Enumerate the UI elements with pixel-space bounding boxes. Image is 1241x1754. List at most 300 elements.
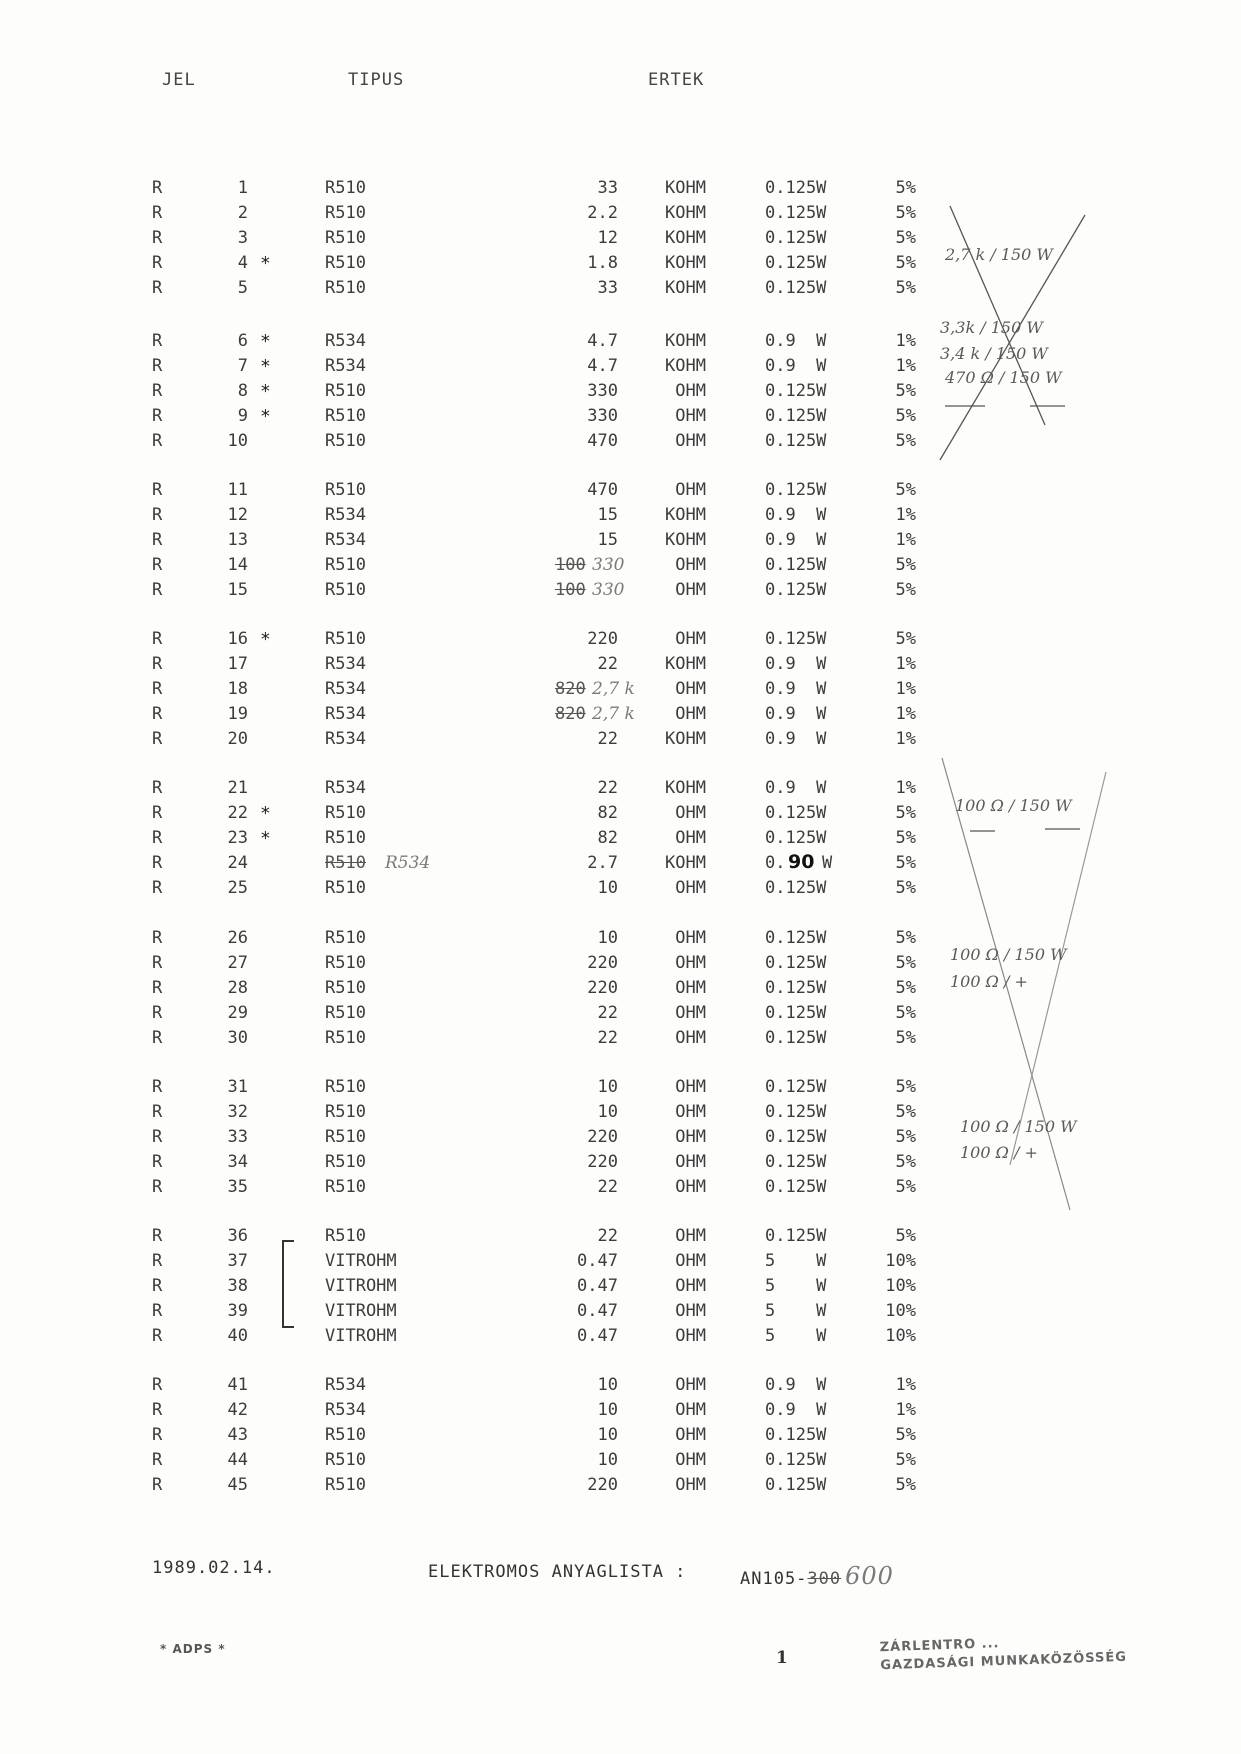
type: R510 (325, 1003, 366, 1023)
unit: OHM (675, 1127, 706, 1147)
type: R510 (325, 1102, 366, 1122)
ref-number: 30 (227, 1028, 248, 1048)
ref-number: 10 (227, 431, 248, 451)
ref-prefix: R (152, 1326, 163, 1346)
wattage: 0.125W (765, 555, 827, 575)
wattage-suffix: W (822, 853, 833, 873)
unit: OHM (675, 1177, 706, 1197)
unit: KOHM (665, 203, 706, 223)
unit: OHM (675, 803, 706, 823)
ref-number: 20 (227, 729, 248, 749)
tolerance: 1% (895, 505, 916, 525)
ref-number: 22 (227, 803, 248, 823)
value: 2.2 (587, 203, 618, 223)
margin-note: 2,7 k / 150 W (945, 245, 1053, 264)
wattage: 0.125W (765, 480, 827, 500)
unit: OHM (675, 704, 706, 724)
column-header-tipus: TIPUS (348, 70, 405, 90)
unit: OHM (675, 679, 706, 699)
ref-prefix: R (152, 1102, 163, 1122)
type: R534 (325, 331, 366, 351)
adps-label: * ADPS * (160, 1642, 226, 1656)
type: R510 (325, 555, 366, 575)
tolerance: 5% (895, 178, 916, 198)
ref-number: 4 (237, 253, 248, 273)
unit: OHM (675, 1226, 706, 1246)
wattage: 0.125W (765, 978, 827, 998)
wattage-handwritten: 90 (788, 851, 815, 873)
wattage: 5 W (765, 1326, 827, 1346)
ref-prefix: R (152, 480, 163, 500)
ref-number: 21 (227, 778, 248, 798)
unit: OHM (675, 1276, 706, 1296)
tolerance: 5% (895, 1028, 916, 1048)
margin-note: 100 Ω / 150 W (960, 1117, 1077, 1136)
wattage: 0.9 W (765, 1375, 827, 1395)
value: 0.47 (577, 1276, 618, 1296)
wattage: 5 W (765, 1251, 827, 1271)
unit: KOHM (665, 331, 706, 351)
ref-number: 40 (227, 1326, 248, 1346)
wattage: 0.125W (765, 1152, 827, 1172)
value: 10 (597, 1077, 618, 1097)
value: 15 (597, 530, 618, 550)
value-handwritten: 330 (592, 580, 625, 600)
unit: OHM (675, 1400, 706, 1420)
ref-number: 42 (227, 1400, 248, 1420)
ref-prefix: R (152, 356, 163, 376)
asterisk-mark: * (260, 253, 271, 274)
ref-prefix: R (152, 203, 163, 223)
wattage: 0.9 W (765, 1400, 827, 1420)
tolerance: 5% (895, 203, 916, 223)
asterisk-mark: * (260, 406, 271, 427)
wattage: 0.9 W (765, 505, 827, 525)
wattage: 0.9 W (765, 530, 827, 550)
ref-prefix: R (152, 406, 163, 426)
unit: OHM (675, 580, 706, 600)
value: 10 (597, 928, 618, 948)
ref-prefix: R (152, 530, 163, 550)
ref-prefix: R (152, 853, 163, 873)
ref-prefix: R (152, 178, 163, 198)
tolerance: 10% (885, 1301, 916, 1321)
document-date: 1989.02.14. (152, 1558, 276, 1578)
value: 2.7 (587, 853, 618, 873)
value-struck: 100 (555, 580, 586, 600)
ref-number: 38 (227, 1276, 248, 1296)
ref-number: 43 (227, 1425, 248, 1445)
type: R510 (325, 381, 366, 401)
value: 220 (587, 629, 618, 649)
type: R510 (325, 1028, 366, 1048)
type: R510 (325, 203, 366, 223)
value-handwritten: 330 (592, 555, 625, 575)
unit: OHM (675, 1102, 706, 1122)
value: 0.47 (577, 1251, 618, 1271)
ref-prefix: R (152, 278, 163, 298)
ref-prefix: R (152, 953, 163, 973)
ref-prefix: R (152, 654, 163, 674)
value: 10 (597, 1400, 618, 1420)
wattage-prefix: 0. (765, 853, 786, 873)
ref-prefix: R (152, 331, 163, 351)
ref-number: 18 (227, 679, 248, 699)
wattage: 0.9 W (765, 356, 827, 376)
ref-number: 2 (237, 203, 248, 223)
ref-number: 33 (227, 1127, 248, 1147)
ref-number: 28 (227, 978, 248, 998)
wattage: 0.9 W (765, 679, 827, 699)
document-title: ELEKTROMOS ANYAGLISTA : (428, 1562, 687, 1582)
ref-prefix: R (152, 555, 163, 575)
margin-note: 100 Ω / + (960, 1143, 1038, 1162)
tolerance: 10% (885, 1251, 916, 1271)
tolerance: 5% (895, 978, 916, 998)
page-number: 1 (776, 1648, 789, 1668)
ref-number: 13 (227, 530, 248, 550)
ref-prefix: R (152, 1003, 163, 1023)
value: 10 (597, 1450, 618, 1470)
tolerance: 5% (895, 253, 916, 273)
tolerance: 1% (895, 1375, 916, 1395)
unit: KOHM (665, 178, 706, 198)
tolerance: 5% (895, 580, 916, 600)
wattage: 0.9 W (765, 654, 827, 674)
type: R510 (325, 1127, 366, 1147)
unit: OHM (675, 878, 706, 898)
ref-number: 3 (237, 228, 248, 248)
margin-note: 100 Ω / 150 W (955, 796, 1072, 815)
ref-prefix: R (152, 1028, 163, 1048)
unit: KOHM (665, 530, 706, 550)
ref-prefix: R (152, 1226, 163, 1246)
ref-number: 16 (227, 629, 248, 649)
wattage: 0.125W (765, 629, 827, 649)
ref-prefix: R (152, 1077, 163, 1097)
ref-number: 37 (227, 1251, 248, 1271)
type: R510 (325, 228, 366, 248)
tolerance: 5% (895, 803, 916, 823)
value: 22 (597, 778, 618, 798)
ref-number: 35 (227, 1177, 248, 1197)
unit: OHM (675, 406, 706, 426)
ref-number: 45 (227, 1475, 248, 1495)
value: 82 (597, 803, 618, 823)
unit: OHM (675, 928, 706, 948)
tolerance: 5% (895, 381, 916, 401)
ref-number: 26 (227, 928, 248, 948)
type: R534 (325, 505, 366, 525)
wattage: 0.125W (765, 1127, 827, 1147)
ref-number: 14 (227, 555, 248, 575)
type: VITROHM (325, 1326, 397, 1346)
column-header-jel: JEL (162, 70, 196, 90)
ref-number: 44 (227, 1450, 248, 1470)
type: R510 (325, 580, 366, 600)
wattage: 0.125W (765, 1450, 827, 1470)
unit: OHM (675, 629, 706, 649)
wattage: 0.125W (765, 1102, 827, 1122)
value: 22 (597, 1003, 618, 1023)
value: 22 (597, 1028, 618, 1048)
tolerance: 5% (895, 1177, 916, 1197)
value: 220 (587, 953, 618, 973)
ref-number: 12 (227, 505, 248, 525)
type: R510 (325, 1226, 366, 1246)
wattage: 0.125W (765, 1425, 827, 1445)
ref-prefix: R (152, 878, 163, 898)
value-struck: 820 (555, 679, 586, 699)
ref-number: 34 (227, 1152, 248, 1172)
margin-note: 470 Ω / 150 W (945, 368, 1062, 387)
wattage: 0.125W (765, 803, 827, 823)
unit: KOHM (665, 729, 706, 749)
value: 4.7 (587, 331, 618, 351)
value: 1.8 (587, 253, 618, 273)
tolerance: 5% (895, 1127, 916, 1147)
wattage: 0.125W (765, 1077, 827, 1097)
type: R510 (325, 406, 366, 426)
ref-prefix: R (152, 1276, 163, 1296)
tolerance: 1% (895, 530, 916, 550)
tolerance: 1% (895, 729, 916, 749)
unit: OHM (675, 978, 706, 998)
value: 22 (597, 729, 618, 749)
value: 220 (587, 1127, 618, 1147)
value: 10 (597, 1102, 618, 1122)
asterisk-mark: * (260, 629, 271, 650)
unit: KOHM (665, 278, 706, 298)
type: R510 (325, 928, 366, 948)
value: 22 (597, 654, 618, 674)
wattage: 0.125W (765, 1475, 827, 1495)
ref-number: 9 (237, 406, 248, 426)
stamp-line-2: GAZDASÁGI MUNKAKÖZÖSSÉG (880, 1649, 1128, 1674)
margin-note: 3,4 k / 150 W (940, 344, 1048, 363)
type: VITROHM (325, 1276, 397, 1296)
ref-prefix: R (152, 978, 163, 998)
tolerance: 5% (895, 629, 916, 649)
value-handwritten: 2,7 k (592, 704, 635, 724)
wattage: 0.125W (765, 928, 827, 948)
wattage: 0.125W (765, 1177, 827, 1197)
tolerance: 5% (895, 878, 916, 898)
ref-prefix: R (152, 1400, 163, 1420)
tolerance: 5% (895, 828, 916, 848)
unit: OHM (675, 381, 706, 401)
asterisk-mark: * (260, 381, 271, 402)
value: 470 (587, 480, 618, 500)
unit: OHM (675, 1077, 706, 1097)
value: 10 (597, 1425, 618, 1445)
unit: OHM (675, 953, 706, 973)
wattage: 0.9 W (765, 331, 827, 351)
type: R534 (325, 729, 366, 749)
type: R534 (325, 778, 366, 798)
wattage: 0.125W (765, 828, 827, 848)
wattage: 0.125W (765, 1003, 827, 1023)
unit: KOHM (665, 228, 706, 248)
wattage: 5 W (765, 1276, 827, 1296)
tolerance: 1% (895, 1400, 916, 1420)
unit: OHM (675, 1028, 706, 1048)
wattage: 0.9 W (765, 729, 827, 749)
type: R510 (325, 878, 366, 898)
ref-prefix: R (152, 228, 163, 248)
type-handwritten: R534 (385, 853, 431, 873)
asterisk-mark: * (260, 356, 271, 377)
margin-note: 100 Ω / 150 W (950, 945, 1067, 964)
type: VITROHM (325, 1301, 397, 1321)
tolerance: 5% (895, 555, 916, 575)
unit: OHM (675, 1251, 706, 1271)
tolerance: 5% (895, 928, 916, 948)
wattage: 0.125W (765, 381, 827, 401)
unit: OHM (675, 1152, 706, 1172)
value: 330 (587, 381, 618, 401)
ref-prefix: R (152, 928, 163, 948)
tolerance: 1% (895, 654, 916, 674)
type: R534 (325, 679, 366, 699)
tolerance: 5% (895, 278, 916, 298)
type: R510 (325, 629, 366, 649)
value: 4.7 (587, 356, 618, 376)
ref-prefix: R (152, 704, 163, 724)
tolerance: 1% (895, 331, 916, 351)
ref-number: 23 (227, 828, 248, 848)
ref-number: 1 (237, 178, 248, 198)
type: R510 (325, 1152, 366, 1172)
asterisk-mark: * (260, 803, 271, 824)
cross-stroke (1010, 772, 1106, 1165)
tolerance: 5% (895, 228, 916, 248)
ref-prefix: R (152, 381, 163, 401)
unit: OHM (675, 1326, 706, 1346)
ref-number: 31 (227, 1077, 248, 1097)
value: 82 (597, 828, 618, 848)
ref-number: 27 (227, 953, 248, 973)
column-header-ertek: ERTEK (648, 70, 705, 90)
ref-number: 39 (227, 1301, 248, 1321)
type: R510 (325, 803, 366, 823)
wattage: 0.125W (765, 228, 827, 248)
type: R534 (325, 1375, 366, 1395)
unit: OHM (675, 1450, 706, 1470)
ref-number: 36 (227, 1226, 248, 1246)
tolerance: 5% (895, 853, 916, 873)
ref-prefix: R (152, 1450, 163, 1470)
unit: KOHM (665, 778, 706, 798)
wattage: 0.125W (765, 406, 827, 426)
tolerance: 1% (895, 356, 916, 376)
cross-stroke (950, 206, 1045, 425)
value-struck: 820 (555, 704, 586, 724)
type: R510 (325, 1425, 366, 1445)
value: 15 (597, 505, 618, 525)
type: R510 (325, 953, 366, 973)
type: R534 (325, 530, 366, 550)
ref-prefix: R (152, 1475, 163, 1495)
asterisk-mark: * (260, 331, 271, 352)
ref-number: 29 (227, 1003, 248, 1023)
wattage: 0.125W (765, 1226, 827, 1246)
value-handwritten: 2,7 k (592, 679, 635, 699)
wattage: 0.125W (765, 878, 827, 898)
type: R510 (325, 1475, 366, 1495)
tolerance: 5% (895, 1425, 916, 1445)
unit: OHM (675, 1003, 706, 1023)
tolerance: 5% (895, 406, 916, 426)
type: R510 (325, 1177, 366, 1197)
value: 470 (587, 431, 618, 451)
asterisk-mark: * (260, 828, 271, 849)
tolerance: 5% (895, 431, 916, 451)
value: 12 (597, 228, 618, 248)
value: 220 (587, 1152, 618, 1172)
type: R510 (325, 480, 366, 500)
value: 33 (597, 278, 618, 298)
value: 330 (587, 406, 618, 426)
wattage: 5 W (765, 1301, 827, 1321)
doc-prefix: AN105- (740, 1569, 808, 1589)
wattage: 0.125W (765, 178, 827, 198)
value: 220 (587, 978, 618, 998)
ref-number: 17 (227, 654, 248, 674)
value: 22 (597, 1177, 618, 1197)
type: R510 (325, 178, 366, 198)
ref-prefix: R (152, 1152, 163, 1172)
wattage: 0.125W (765, 278, 827, 298)
type: VITROHM (325, 1251, 397, 1271)
tolerance: 5% (895, 480, 916, 500)
unit: KOHM (665, 505, 706, 525)
tolerance: 5% (895, 1152, 916, 1172)
wattage: 0.9 W (765, 704, 827, 724)
type: R510 (325, 1450, 366, 1470)
ref-prefix: R (152, 828, 163, 848)
ref-prefix: R (152, 679, 163, 699)
tolerance: 5% (895, 1102, 916, 1122)
value: 22 (597, 1226, 618, 1246)
ref-number: 8 (237, 381, 248, 401)
type: R510 (325, 278, 366, 298)
tolerance: 1% (895, 704, 916, 724)
type: R534 (325, 356, 366, 376)
ref-number: 19 (227, 704, 248, 724)
ref-prefix: R (152, 1251, 163, 1271)
unit: KOHM (665, 853, 706, 873)
ref-prefix: R (152, 253, 163, 273)
unit: KOHM (665, 356, 706, 376)
value-struck: 100 (555, 555, 586, 575)
type: R510 (325, 978, 366, 998)
ref-prefix: R (152, 729, 163, 749)
ref-number: 32 (227, 1102, 248, 1122)
type: R510 (325, 828, 366, 848)
type: R510 (325, 431, 366, 451)
ref-number: 6 (237, 331, 248, 351)
ref-prefix: R (152, 1301, 163, 1321)
ref-prefix: R (152, 1127, 163, 1147)
unit: KOHM (665, 253, 706, 273)
unit: OHM (675, 1475, 706, 1495)
unit: OHM (675, 828, 706, 848)
type: R534 (325, 654, 366, 674)
ref-prefix: R (152, 1375, 163, 1395)
unit: OHM (675, 555, 706, 575)
wattage: 0.125W (765, 203, 827, 223)
